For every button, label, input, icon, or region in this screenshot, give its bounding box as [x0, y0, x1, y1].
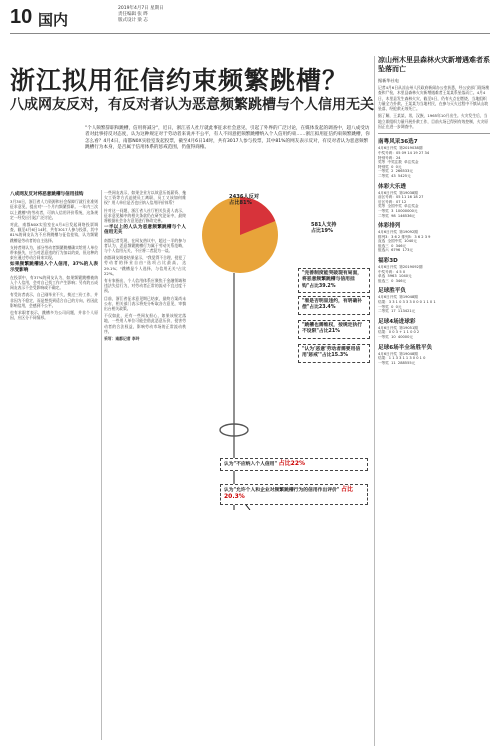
lottery-line: 特别奖 0 0元 — [378, 164, 402, 169]
lottery-title: 体彩大乐透 — [378, 183, 406, 190]
sidebar-body: 记者4月6日从凉山州人民政府新闻办公室获悉，经公安部门现场勘查和尸检，木里县森林火灾新增遇难者王某某系坠落而亡。4月4日，木里县发生森林火灾，截至5日，仍有火点在燃烧，当地组织力量全力扑救。王某某为当地村民，在参与灭火过程中不慎从山坡坠落，经抢救无效死亡。 — [378, 85, 490, 112]
section-name: 国内 — [38, 11, 69, 29]
byline: 采写：南都记者 李玲 — [104, 336, 140, 342]
lottery-line: 组选三 0 346元 — [378, 243, 407, 248]
lottery-line: 一等奖 11 288555元 — [378, 360, 416, 365]
poll-infographic — [190, 180, 370, 510]
lottery-line: 单选 5963 1040元 — [378, 274, 412, 279]
paragraph: 也有求职者表示，跳槽多为公司问题，并非个人原因，应区分不同情形。 — [10, 310, 98, 321]
lottery-line: 特别号码：24 — [378, 155, 401, 160]
header-rule — [10, 33, 490, 34]
lottery-line: 中奖号码：4 5 0 — [378, 269, 406, 274]
lottery-line: 4月6日开奖 第19051期 — [378, 325, 418, 330]
paragraph: 南都网友调查结果显示，"我觉得不合理，侵犯了劳动者的择业自由"选项占比最高，达29.1%；"跳槽是个人选择，与信用无关"占比22%。 — [104, 255, 186, 276]
lottery-line: 结果：1 1 3 3 1 1 3 0 0 1 0 — [378, 356, 426, 361]
sidebar-body: 据了解，王某某，男，汉族，1965年10月出生。火灾发生后，当地立即组织力量开展扑救工作，目前火场已得到有效控制，火灾原因正在进一步调查中。 — [378, 113, 489, 130]
lottery-line: 奖等 中奖注数 单注奖金 — [378, 160, 419, 165]
subheadline: 八成网友反对，有反对者认为恶意频繁跳槽与个人信用无关 — [10, 97, 374, 113]
lottery-line: 一等奖 3 10000000元 — [378, 208, 418, 213]
lottery-line: 4月6日开奖 第19048期 — [378, 351, 418, 356]
sidebar-divider — [374, 56, 375, 746]
reason-box: "看是否明显违约，有明确补偿"占比23.4% — [298, 296, 370, 315]
sidebar — [378, 56, 490, 365]
paragraph: 在投票中，有37%的网友认为，如果频繁跳槽被纳入个人信用，会对自己找工作产生影响；另有约五成网友表示不会受影响或不确定。 — [10, 274, 98, 291]
lottery-line: 4月6日开奖 第19048期 — [378, 295, 418, 300]
reason-box: "认为'恶意'劳动者需要用信用'惩戒'"占比15.3% — [298, 344, 370, 363]
lottery-line: 二等奖 43 5425元 — [378, 173, 411, 178]
lottery-line: 组选三 0 346元 — [378, 278, 407, 283]
lottery-line: 4月6日开奖 第19092期 — [378, 230, 418, 235]
lottery-line: 二等奖 98 146536元 — [378, 213, 416, 218]
lottery-line: 直选 全国中奖 1040元 — [378, 239, 417, 244]
meta-line: 版式设计 梁 志 — [118, 18, 148, 23]
column-divider — [101, 190, 102, 740]
lottery-line: 二等奖 17 113421元 — [378, 309, 416, 314]
lottery-line: 前区号码：05 11 16 18 27 — [378, 195, 424, 200]
lottery-line: 一等奖 2 266533元 — [378, 169, 413, 174]
sidebar-rule — [378, 133, 490, 134]
section-heading: 如果频繁跳槽进入个人信用，37%的人表示受影响 — [10, 262, 98, 273]
paragraph: 一些网友表示，如果企业方以故意压低薪资、拖欠工资等方式迫使员工离职，员工又该如何维权？用人单位是否也应纳入信用评价体系？ — [104, 190, 186, 206]
meta-line: 2019年4月7日 星期日 — [118, 6, 164, 11]
paragraph: 3月30日，浙江省人力资源和社会保障厅就行业准则征求意见，提出对"一个月内频繁辞职、一年内三次以上跳槽"的劳动者，可纳入信用评价系统，这条规定一经发出引起广泛讨论。 — [10, 199, 98, 220]
lottery-title: 足球胜平负 — [378, 288, 406, 295]
reason-box: "完善制度能突破现有局面，将恶意频繁跳槽与信用挂钩"占比39.2% — [298, 268, 370, 293]
article-column-1 — [10, 190, 98, 740]
lottery-title: 足球4场进球彩 — [378, 318, 416, 325]
paragraph: 南都记者发现，在网友热议中，超过一半的参与者认为，恶意频繁跳槽行为属于劳动关系范畴，与个人信用无关，不应将二者混为一谈。 — [104, 237, 186, 254]
article-column-2 — [104, 190, 186, 740]
lottery-title: 福彩3D — [378, 258, 398, 265]
lottery-line: 4月6日开奖 第2019092期 — [378, 265, 423, 270]
meta-line: 责任编辑 张 晔 — [118, 12, 148, 17]
paragraph: 有受访者表示，自己刚毕业不久，换过三份工作，并非因为不稳定，而是想找到适合自己的方向，若因此影响信用，会感到不公平。 — [10, 292, 98, 308]
survey-box: 认为"允许个人和企业对频繁跳槽行为的信用作出评价" 占比20.3% — [220, 484, 368, 505]
paragraph: 有专家指出，个人信用体系应聚焦于金融领域和违法失信行为，对劳动者正常的流动不宜过度干预。 — [104, 278, 186, 294]
survey-box: 认为"不应纳入个人信用" 占比22% — [220, 458, 368, 471]
lottery-line: 中奖号码：05 09 14 19 27 34 — [378, 150, 430, 155]
section-heading: 一半以上的人认为恶意频繁跳槽与个人信用无关 — [104, 225, 186, 236]
paragraph: 对此，南都N0X实验室在4月4日发起网络投票调查，截至4月6日14时，共有3017人参与投票，其中81%的网友认为不应将跳槽与征信挂钩，认为频繁跳槽是劳动者的自主选择。 — [10, 222, 98, 243]
masthead-meta — [118, 6, 164, 24]
lottery-line: 后区号码：07 12 — [378, 199, 407, 204]
lottery-line: 一等奖 10 40000元 — [378, 335, 413, 339]
against-label: 2436人反对 占比81% — [229, 194, 260, 207]
lottery-line: 一等奖 0 0元 — [378, 304, 402, 309]
paragraph: 针对这一问题，浙江省人社厅相关负责人表示，征求意见稿中的相关条款仍在研究论证中，最终将根据社会各方意见进行修改完善。 — [104, 207, 186, 224]
lottery-line: 结果：3 3 1 0 3 3 3 0 0 0 1 1 0 1 — [378, 300, 436, 305]
lottery-title: 南粤风采36选7 — [378, 139, 418, 146]
section-heading: 八成网友反对将恶意跳槽与信用挂钩 — [10, 192, 84, 197]
sidebar-author: 据新华社电 — [378, 78, 399, 83]
section-number: 10 — [10, 6, 33, 28]
lottery-title: 体彩排列 — [378, 223, 401, 230]
sidebar-title: 凉山州木里县森林火灾新增遇难者系坠落而亡 — [378, 56, 490, 73]
lottery-line: 奖等 全国中奖 单注奖金 — [378, 204, 419, 209]
lottery-results — [378, 137, 490, 365]
lottery-title: 足球6场半全场胜平负 — [378, 344, 433, 351]
reason-box: "跳槽也需维权，按规定执行不设限"占比21% — [298, 320, 370, 339]
paragraph: 目前，浙江省征求意见期已结束，最终方案尚未公布，相关部门表示将充分听取各方意见，审慎出台相关政策。 — [104, 295, 186, 312]
lottery-line: 4月6日开奖 第2019038期 — [378, 146, 423, 151]
lottery-line: 组选六 6796 173元 — [378, 248, 413, 253]
paragraph: 不仅如此，还有一些网友担心，如果该规定落地，一些用人单位可能会借此恶意压价，侵害劳动者的合法权益，影响劳动市场的正常流动秩序。 — [104, 313, 186, 334]
support-label: 581人支持 占比19% — [311, 222, 337, 235]
page-header — [10, 6, 490, 32]
lottery-line: 结果：0 0 3 + 1 1 0 0 2 — [378, 330, 420, 335]
lead-paragraph: "个人频繁辞职和跳槽，信用将减分"，近日，浙江省人社厅就此事征求社会意见，引起了外界的广泛讨论，在媒体发起的调查中，超八成受访者对此事持反对态度，认为这种规定对于劳动者来说并不公平，有人不同意把频繁跳槽纳入个人信用约束……浙江拟用征信约束频繁跳槽，你怎么看？4月4日，南都N0X实验室发起投票，截至4月6日14时，共有3017人参与投票，其中81%的网友表示反对，有反对者认为恶意频繁跳槽行为本身，是否属于信用体系的惩戒范围，仍值得商榷。 — [85, 126, 370, 151]
paragraph: 支持者则认为，部分劳动者频繁跳槽确实给用人单位带来损失，应当对恶意违约行为加以约束，但这种约束应通过劳动合同来实现。 — [10, 244, 98, 261]
lottery-line: 排列3：3 6 2 排列5：3 6 2 3 9 — [378, 234, 431, 239]
headline: 浙江拟用征信约束频繁跳槽？ — [10, 67, 349, 95]
lottery-line: 4月6日开奖 第19038期 — [378, 190, 418, 195]
